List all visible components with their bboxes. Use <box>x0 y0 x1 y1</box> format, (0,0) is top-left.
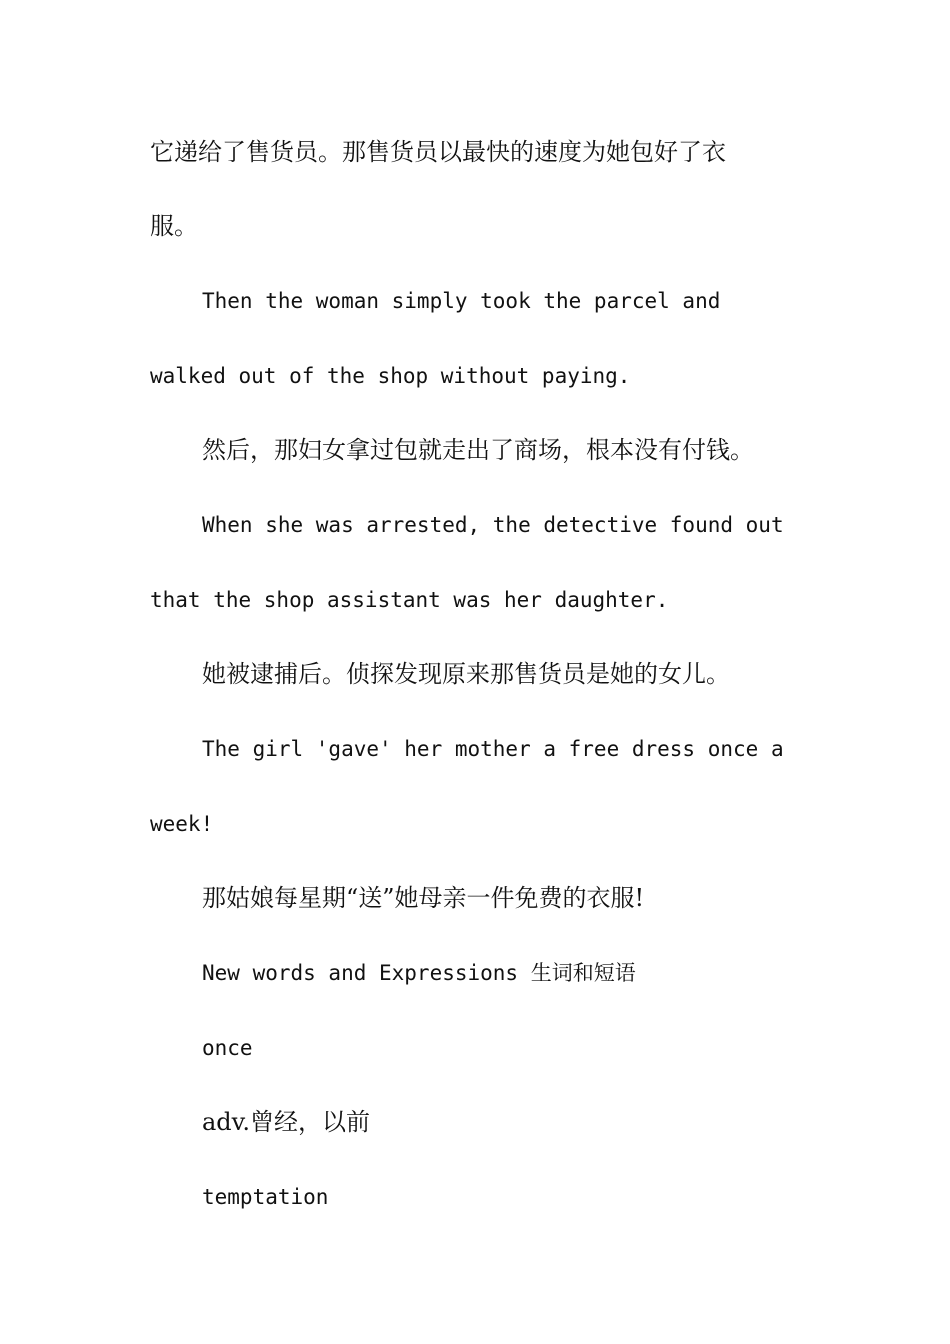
paragraph-line: When she was arrested, the detective found out <box>202 513 784 537</box>
paragraph-line: 她被逮捕后。侦探发现原来那售货员是她的女儿。 <box>202 660 730 688</box>
paragraph-line: that the shop assistant was her daughter. <box>150 588 669 612</box>
vocab-word: once <box>202 1036 253 1060</box>
paragraph-line: 服。 <box>150 212 198 240</box>
paragraph-line: 然后，那妇女拿过包就走出了商场，根本没有付钱。 <box>202 436 754 464</box>
vocab-definition: adv.曾经，以前 <box>202 1108 371 1136</box>
paragraph-line: 它递给了售货员。那售货员以最快的速度为她包好了衣 <box>150 138 726 166</box>
section-heading: New words and Expressions 生词和短语 <box>202 961 636 985</box>
vocab-word: temptation <box>202 1185 329 1209</box>
paragraph-line: week! <box>150 812 214 836</box>
paragraph-line: The girl 'gave' her mother a free dress once a <box>202 737 784 761</box>
paragraph-line: 那姑娘每星期“送”她母亲一件免费的衣服! <box>202 884 645 912</box>
paragraph-line: walked out of the shop without paying. <box>150 364 631 388</box>
paragraph-line: Then the woman simply took the parcel and <box>202 289 721 313</box>
